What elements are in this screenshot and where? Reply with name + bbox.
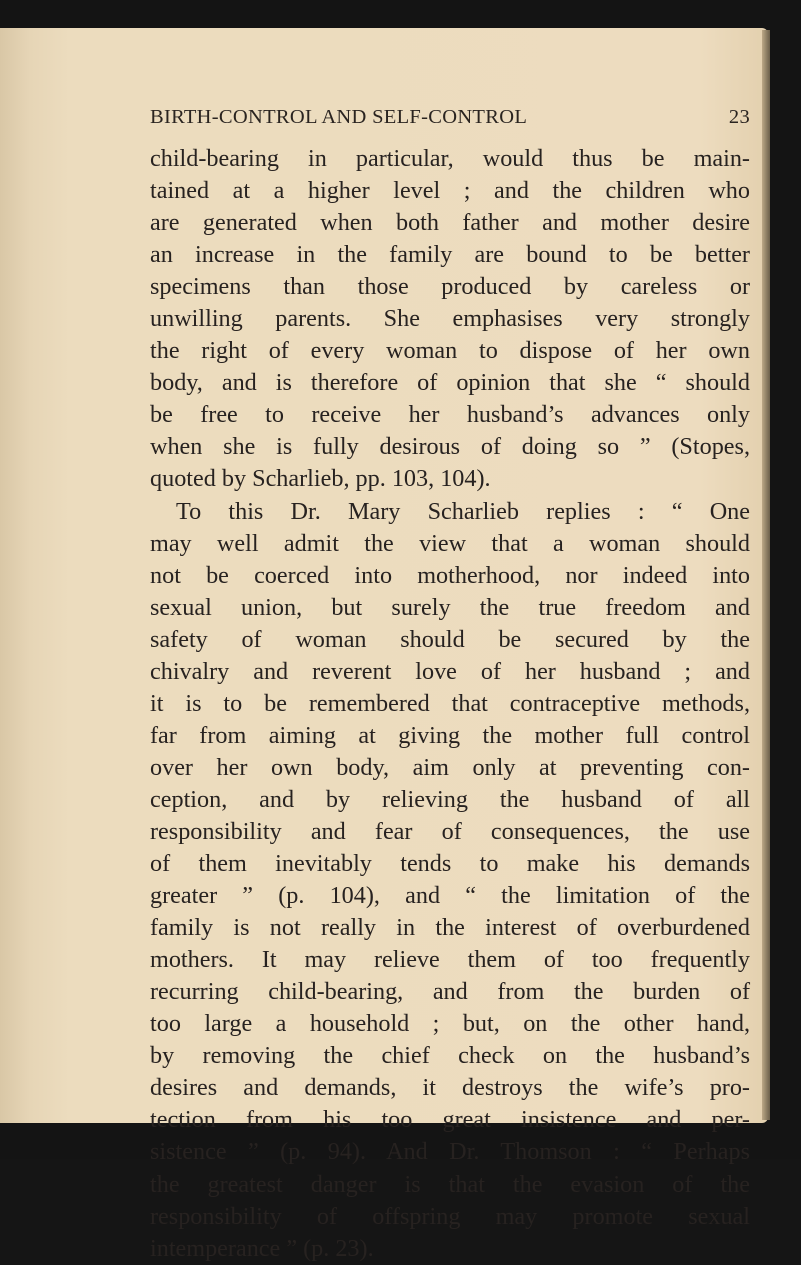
text-line: responsibility of offspring may promote sexual xyxy=(150,1202,750,1230)
text-line: are generated when both father and mother desire xyxy=(150,209,750,237)
text-line: safety of woman should be secured by the xyxy=(150,625,750,653)
page-number: 23 xyxy=(728,106,750,128)
text-line: not be coerced into motherhood, nor indeed into xyxy=(150,561,750,589)
text-line: greater ” (p. 104), and “ the limitation of the xyxy=(150,882,750,910)
text-line: family is not really in the interest of overburdened xyxy=(150,914,750,942)
text-line: desires and demands, it destroys the wife’s pro- xyxy=(150,1074,750,1102)
text-line: mothers. It may relieve them of too frequently xyxy=(150,946,750,974)
text-line: sexual union, but surely the true freedom and xyxy=(150,593,750,621)
text-line: To this Dr. Mary Scharlieb replies : “ One xyxy=(176,497,750,525)
running-head xyxy=(150,106,750,129)
text-line: of them inevitably tends to make his demands xyxy=(150,850,750,878)
text-line: too large a household ; but, on the other hand, xyxy=(150,1010,750,1038)
text-line: tained at a higher level ; and the children who xyxy=(150,177,750,205)
text-line: child-bearing in particular, would thus be main- xyxy=(150,145,750,172)
text-line: chivalry and reverent love of her husband ; and xyxy=(150,657,750,685)
text-line: tection from his too great insistence and per- xyxy=(150,1106,750,1134)
text-line: the greatest danger is that the evasion of the xyxy=(150,1170,750,1198)
text-line: may well admit the view that a woman should xyxy=(150,529,750,557)
body-text xyxy=(150,143,750,1265)
text-line: unwilling parents. She emphasises very strongly xyxy=(150,305,750,333)
text-line: far from aiming at giving the mother full control xyxy=(150,721,750,749)
text-line: sistence ” (p. 94). And Dr. Thomson : “ Perhaps xyxy=(150,1138,750,1166)
text-line: ception, and by relieving the husband of all xyxy=(150,785,750,813)
running-head-title: BIRTH-CONTROL AND SELF-CONTROL xyxy=(150,106,528,128)
text-line: the right of every woman to dispose of her own xyxy=(150,337,750,365)
text-line: recurring child-bearing, and from the burden of xyxy=(150,978,750,1006)
text-line: by removing the chief check on the husband’s xyxy=(150,1042,750,1070)
text-line: quoted by Scharlieb, pp. 103, 104). xyxy=(150,465,491,493)
page-edge-shadow xyxy=(762,30,770,1120)
text-line: when she is fully desirous of doing so ” (Stopes, xyxy=(150,433,750,461)
text-line: an increase in the family are bound to be better xyxy=(150,241,750,269)
text-line: specimens than those produced by careless or xyxy=(150,273,750,301)
text-line: it is to be remembered that contraceptive methods, xyxy=(150,689,750,717)
text-line: responsibility and fear of consequences, the use xyxy=(150,817,750,845)
text-line: body, and is therefore of opinion that she “ should xyxy=(150,369,750,397)
text-line: be free to receive her husband’s advances only xyxy=(150,401,750,429)
text-line: over her own body, aim only at preventing con- xyxy=(150,753,750,781)
text-line: intemperance ” (p. 23). xyxy=(150,1234,374,1262)
